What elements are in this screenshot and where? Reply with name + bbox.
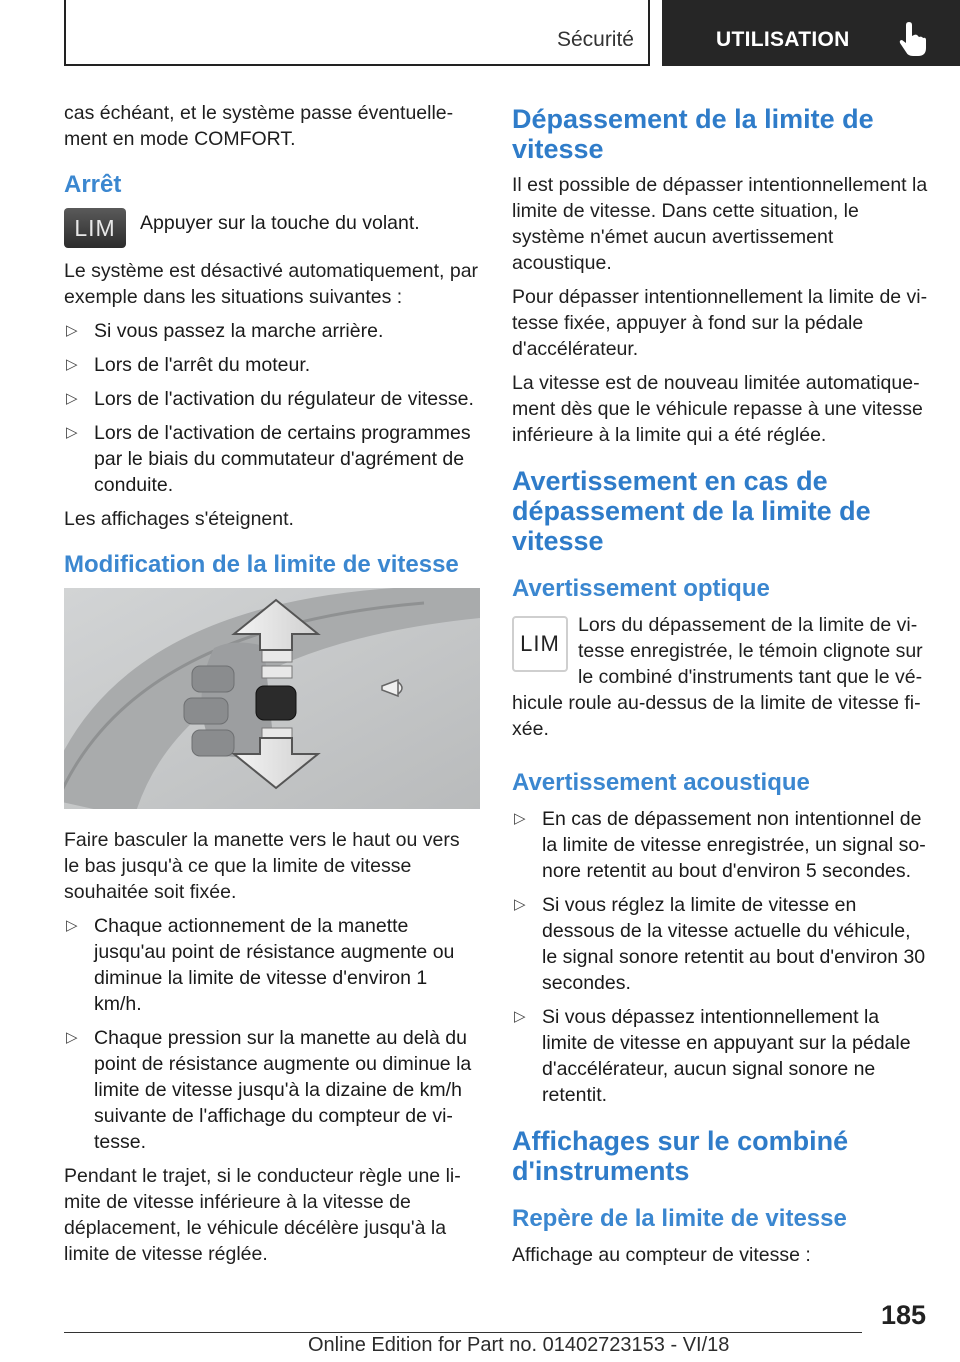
nouveau-paragraph: La vitesse est de nouveau limitée automatiquement dès que le véhicule repasse à une vitesse inférieure à la limite qui a été réglée.	[512, 372, 923, 446]
deactivation-list	[64, 318, 480, 498]
triangle-bullet-icon: ▷	[514, 810, 526, 827]
list-item: ▷ En cas de dépassement non intentionnel de la limite de vitesse enregistrée, un signal sonore retentit au bout d'environ 5 secondes.	[514, 808, 926, 882]
triangle-bullet-icon: ▷	[66, 322, 78, 339]
hand-pointer-icon	[896, 22, 926, 56]
triangle-bullet-icon: ▷	[66, 917, 78, 934]
right-column	[512, 100, 930, 1276]
triangle-bullet-icon: ▷	[514, 896, 526, 913]
list-item: ▷ Si vous réglez la limite de vitesse en dessous de la vitesse actuelle du véhicule, le signal sonore retentit au bout d'environ 30 secondes.	[514, 894, 926, 994]
lever-list	[64, 913, 480, 1155]
heading-depassement: Dépassement de la limite de vitesse	[512, 104, 874, 164]
pour-paragraph: Pour dépasser intentionnellement la limite de vitesse fixée, appuyer à fond sur la pédale d'accélérateur.	[512, 286, 928, 360]
list-item: ▷ Lors de l'arrêt du moteur.	[66, 354, 311, 376]
trajet-paragraph: Pendant le trajet, si le conducteur règle une limite de vitesse inférieure à la vitesse de déplacement, le véhicule décélère jusqu'à la limite de vitesse réglée.	[64, 1165, 461, 1265]
steering-wheel-illustration	[64, 588, 480, 809]
left-column	[64, 100, 480, 1275]
compteur-paragraph: Affichage au compteur de vitesse :	[512, 1244, 811, 1266]
possible-paragraph: Il est possible de dépasser intentionnellement la limite de vitesse. Dans cette situation, le système n'émet aucun avertissement acoustique.	[512, 174, 928, 274]
chapter-tab	[662, 0, 960, 66]
optique-paragraph: Lors du dépassement de la limite de vitesse enregistrée, le témoin clignote sur le combiné d'instruments tant que le véhicule roule au-dessus de la limite de vitesse fixée.	[512, 614, 923, 740]
triangle-bullet-icon: ▷	[66, 390, 78, 407]
intro-paragraph: cas échéant, et le système passe éventuellement en mode COMFORT.	[64, 102, 454, 150]
list-item: ▷ Lors de l'activation de certains programmes par le biais du commutateur d'agrément de conduite.	[66, 422, 471, 496]
arret-row	[64, 208, 480, 248]
lim-button-icon: LIM	[64, 208, 126, 248]
basculer-paragraph: Faire basculer la manette vers le haut ou vers le bas jusqu'à ce que la limite de vitesse souhaitée soit fixée.	[64, 829, 460, 903]
heading-optique: Avertissement optique	[512, 575, 770, 602]
footer-edition: Online Edition for Part no. 01402723153 - VI/18	[308, 1334, 730, 1356]
acoustic-list	[512, 806, 930, 1108]
lim-indicator-icon: LIM	[512, 616, 568, 672]
header-section-box	[64, 0, 650, 66]
triangle-bullet-icon: ▷	[66, 1029, 78, 1046]
arret-text: Appuyer sur la touche du volant.	[140, 212, 420, 234]
affichages-paragraph: Les affichages s'éteignent.	[64, 508, 294, 530]
list-item: ▷ Chaque actionnement de la manette jusqu'au point de résistance augmente ou diminue la limite de vitesse d'environ 1 km/h.	[66, 915, 455, 1015]
page-number: 185	[880, 1300, 926, 1330]
list-item: ▷ Lors de l'activation du régulateur de vitesse.	[66, 388, 474, 410]
triangle-bullet-icon: ▷	[66, 356, 78, 373]
heading-repere: Repère de la limite de vitesse	[512, 1205, 847, 1232]
list-item: ▷ Si vous dépassez intentionnellement la limite de vitesse en appuyant sur la pédale d'accélérateur, aucun signal sonore ne retentit.	[514, 1006, 911, 1106]
footer-divider	[64, 1332, 862, 1333]
triangle-bullet-icon: ▷	[514, 1008, 526, 1025]
desactive-paragraph: Le système est désactivé automatiquement, par exemple dans les situations suivantes :	[64, 260, 479, 308]
heading-avertissement: Avertissement en cas de dépassement de la limite de vitesse	[512, 466, 871, 556]
heading-arret: Arrêt	[64, 171, 122, 198]
heading-affichages: Affichages sur le combiné d'instruments	[512, 1126, 849, 1186]
list-item: ▷ Si vous passez la marche arrière.	[66, 320, 384, 342]
triangle-bullet-icon: ▷	[66, 424, 78, 441]
list-item: ▷ Chaque pression sur la manette au delà du point de résistance augmente ou diminue la limite de vitesse jusqu'à la dizaine de km/h suivante de l'affichage du compteur de vitesse.	[66, 1027, 472, 1153]
section-title: Sécurité	[556, 28, 634, 51]
heading-modification: Modification de la limite de vitesse	[64, 551, 459, 578]
heading-acoustique: Avertissement acoustique	[512, 769, 810, 796]
chapter-title: UTILISATION	[716, 28, 850, 51]
